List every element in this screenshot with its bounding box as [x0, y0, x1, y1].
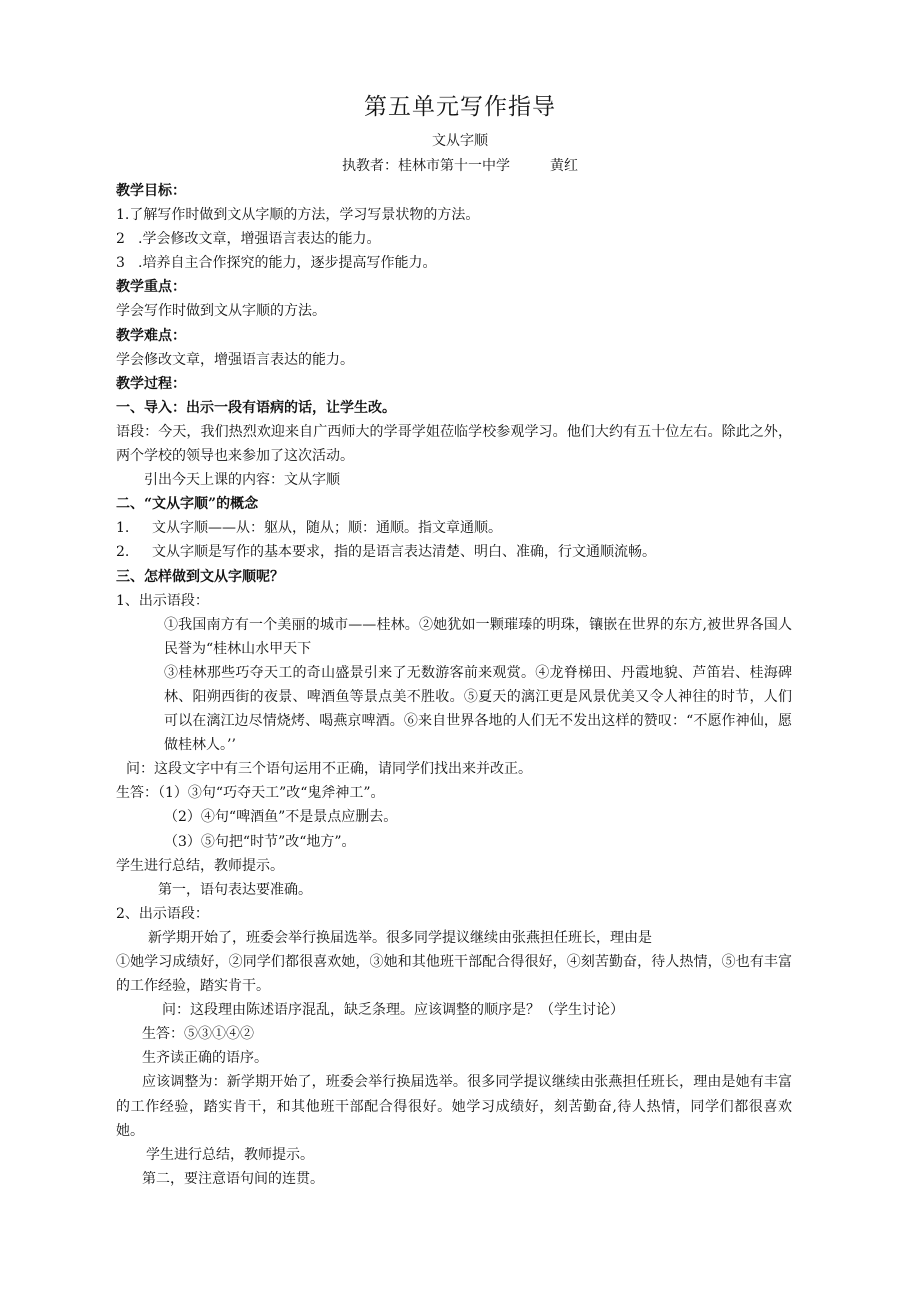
goal-2-number: 2: [116, 231, 125, 248]
example-1-answer-3: （3）⑤句把“时节”改“地方”。: [164, 833, 356, 850]
example-1-answer-2: （2）④句“啤酒鱼”不是景点应删去。: [164, 809, 398, 826]
process-heading: 教学过程：: [116, 375, 186, 392]
page-title: 第五单元写作指导: [364, 94, 556, 120]
section-3-heading: 三、怎样做到文从字顺呢？: [116, 568, 284, 585]
example-2-adjusted: 应该调整为：新学期开始了，班委会举行换届选举。很多同学提议继续由张燕担任班长，理由是她有丰富的工作经验，踏实肯干，和其他班干部配合得很好。她学习成绩好，刻苦勤奋,待人热情，同学们都很喜欢她。: [116, 1074, 792, 1139]
section-1-heading: 一、导入：出示一段有语病的话，让学生改。: [116, 399, 396, 416]
example-1-summary: 学生进行总结，教师提示。: [116, 857, 284, 874]
goal-3-text: .培养自主合作探究的能力，逐步提高写作能力。: [138, 255, 437, 272]
example-1-label: 1、出示语段：: [116, 592, 209, 609]
difficulty-heading: 教学难点：: [116, 327, 186, 344]
example-1-paragraph-1-text: ①我国南方有一个美丽的城市——桂林。②她犹如一颗璀瑧的明珠，镶嵌在世界的东方,被世界各国人民誉为“桂林山水甲天下: [164, 616, 792, 657]
example-2-summary: 学生进行总结，教师提示。: [146, 1146, 314, 1163]
example-2-read: 生齐读正确的语序。: [142, 1050, 268, 1067]
author-line: [0, 155, 920, 175]
section-1-text: 语段：今天，我们热烈欢迎来自广西师大的学哥学姐莅临学校参观学习。他们大约有五十位左右。除此之外，两个学校的领导也来参加了这次活动。: [116, 423, 792, 465]
section-2-heading: 二、“文从字顺”的概念: [116, 496, 259, 513]
example-1-paragraph-1: [116, 613, 792, 661]
goal-1: 1.了解写作时做到文从字顺的方法，学习写景状物的方法。: [116, 207, 480, 224]
concept-item-2-text: 文从字顺是写作的基本要求，指的是语言表达清楚、明白、准确，行文通顺流畅。: [152, 544, 656, 561]
concept-item-1-text: 文从字顺——从：躯从，随从；顺：通顺。指文章通顺。: [152, 520, 502, 537]
example-2-label: 2、出示语段：: [116, 905, 209, 922]
point-1: 第一，语句表达要准确。: [158, 881, 312, 898]
example-1-answer-1: [116, 781, 792, 805]
document-body: [116, 179, 792, 1191]
goal-2-text: .学会修改文章，增强语言表达的能力。: [138, 231, 381, 248]
example-2-paragraph-1: 新学期开始了，班委会举行换届选举。很多同学提议继续由张燕担任班长，理由是: [148, 929, 652, 946]
point-2: 第二，要注意语句间的连贯。: [142, 1170, 324, 1187]
answer-1-text: （1）③句“巧夺天工”改“鬼斧神工”。: [158, 785, 385, 802]
goal-3: [116, 251, 792, 275]
goal-2: [116, 227, 792, 251]
concept-item-2: [116, 540, 792, 564]
example-2-paragraph-2: ①她学习成绩好，②同学们都很喜欢她，③她和其他班干部配合得很好，④刻苦勤奋，待人热情，⑤也有丰富的工作经验，踏实肯干。: [116, 954, 792, 995]
subtitle: 文从字顺: [432, 133, 488, 149]
concept-item-1: [116, 516, 792, 540]
author-name: 黄红: [550, 158, 578, 174]
goals-heading: 教学目标：: [116, 183, 186, 199]
difficulty-text: 学会修改文章，增强语言表达的能力。: [116, 351, 354, 368]
concept-item-1-number: 1.: [116, 520, 130, 537]
example-1-question: 问：这段文字中有三个语句运用不正确，请同学们找出来并改正。: [126, 761, 532, 778]
key-heading: 教学重点：: [116, 279, 186, 296]
example-2-question: 问：这段理由陈述语序混乱，缺乏条理。应该调整的顺序是？（学生讨论）: [162, 1002, 624, 1019]
example-2-answer: 生答：⑤③①④②: [142, 1026, 254, 1043]
concept-item-2-number: 2.: [116, 544, 130, 561]
answer-label: 生答：: [116, 785, 158, 802]
author-label: 执教者：桂林市第十一中学: [342, 158, 510, 174]
section-1-intro: 引出今天上课的内容：文从字顺: [144, 472, 340, 489]
example-1-paragraph-2: ③桂林那些巧夺天工的奇山盛景引来了无数游客前来观赏。④龙脊梯田、丹霞地貌、芦笛岩、桂海碑林、阳朔西街的夜景、啤酒鱼等景点美不胜收。⑤夏天的漓江更是风景优美又令人神往的时节，人们可以在漓江边尽情烧烤、喝燕京啤酒。⑥来自世界各地的人们无不发出这样的赞叹：“不愿作神仙，愿做桂林人。’’: [164, 664, 792, 754]
goal-3-number: 3: [116, 255, 125, 272]
key-text: 学会写作时做到文从字顺的方法。: [116, 303, 326, 320]
